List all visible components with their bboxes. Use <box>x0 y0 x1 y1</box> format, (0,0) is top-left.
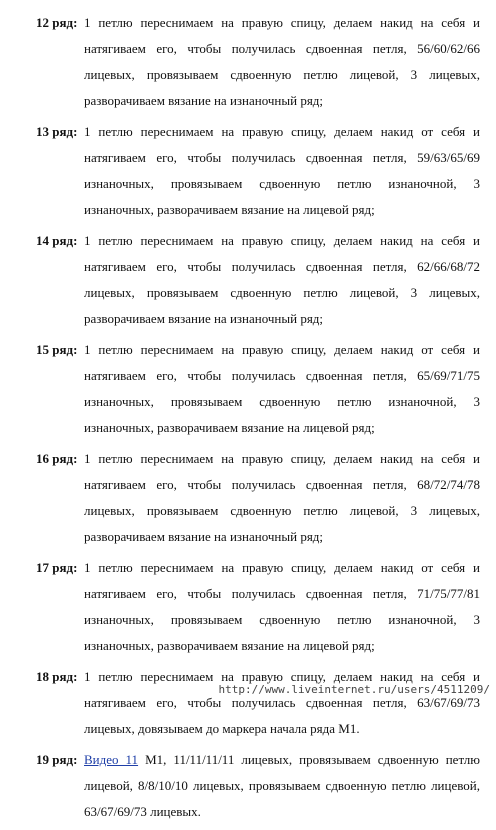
row-19-text: М1, 11/11/11/11 лицевых, провязываем сдвоенную петлю лицевой, 8/8/10/10 лицевых, провязываем сдвоенную петлю лицевой, 63/67/69/73 лицевых. <box>84 752 480 819</box>
row-instructions: 1 петлю переснимаем на правую спицу, делаем накид от себя и натягиваем его, чтобы получилась сдвоенная петля, 65/69/71/75 изнаночных, провязываем сдвоенную петлю изнаночной, 3 изнаночных, разворачиваем вязание на лицевой ряд; <box>84 342 480 435</box>
row-label: 19 ряд: <box>36 752 78 767</box>
row-label: 18 ряд: <box>36 669 78 684</box>
row-label: 14 ряд: <box>36 233 78 248</box>
row-instructions <box>84 747 480 825</box>
row-label: 17 ряд: <box>36 560 78 575</box>
row-label: 13 ряд: <box>36 124 78 139</box>
row-14 <box>36 228 480 332</box>
row-instructions: 1 петлю переснимаем на правую спицу, делаем накид на себя и натягиваем его, чтобы получилась сдвоенная петля, 62/66/68/72 лицевых, провязываем сдвоенную петлю лицевой, 3 лицевых, разворачиваем вязание на изнаночный ряд; <box>84 233 480 326</box>
row-instructions: 1 петлю переснимаем на правую спицу, делаем накид на себя и натягиваем его, чтобы получилась сдвоенная петля, 68/72/74/78 лицевых, провязываем сдвоенную петлю лицевой, 3 лицевых, разворачиваем вязание на изнаночный ряд; <box>84 451 480 544</box>
row-12 <box>36 10 480 114</box>
row-label: 16 ряд: <box>36 451 78 466</box>
row-instructions: 1 петлю переснимаем на правую спицу, делаем накид от себя и натягиваем его, чтобы получилась сдвоенная петля, 59/63/65/69 изнаночных, провязываем сдвоенную петлю изнаночной, 3 изнаночных, разворачиваем вязание на лицевой ряд; <box>84 124 480 217</box>
row-16 <box>36 446 480 550</box>
watermark-url: http://www.liveinternet.ru/users/4511209/ <box>218 683 490 696</box>
row-18 <box>36 664 480 742</box>
row-19 <box>36 747 480 825</box>
document-page <box>36 10 480 830</box>
row-instructions: 1 петлю переснимаем на правую спицу, делаем накид на себя и натягиваем его, чтобы получилась сдвоенная петля, 63/67/69/73 лицевых, довязываем до маркера начала ряда М1. <box>84 669 480 736</box>
row-label: 12 ряд: <box>36 15 78 30</box>
row-label: 15 ряд: <box>36 342 78 357</box>
row-instructions: 1 петлю переснимаем на правую спицу, делаем накид на себя и натягиваем его, чтобы получилась сдвоенная петля, 56/60/62/66 лицевых, провязываем сдвоенную петлю лицевой, 3 лицевых, разворачиваем вязание на изнаночный ряд; <box>84 15 480 108</box>
row-instructions: 1 петлю переснимаем на правую спицу, делаем накид от себя и натягиваем его, чтобы получилась сдвоенная петля, 71/75/77/81 изнаночных, провязываем сдвоенную петлю изнаночной, 3 изнаночных, разворачиваем вязание на лицевой ряд; <box>84 560 480 653</box>
row-17 <box>36 555 480 659</box>
video-link[interactable]: Видео 11 <box>84 752 139 767</box>
row-15 <box>36 337 480 441</box>
row-13 <box>36 119 480 223</box>
